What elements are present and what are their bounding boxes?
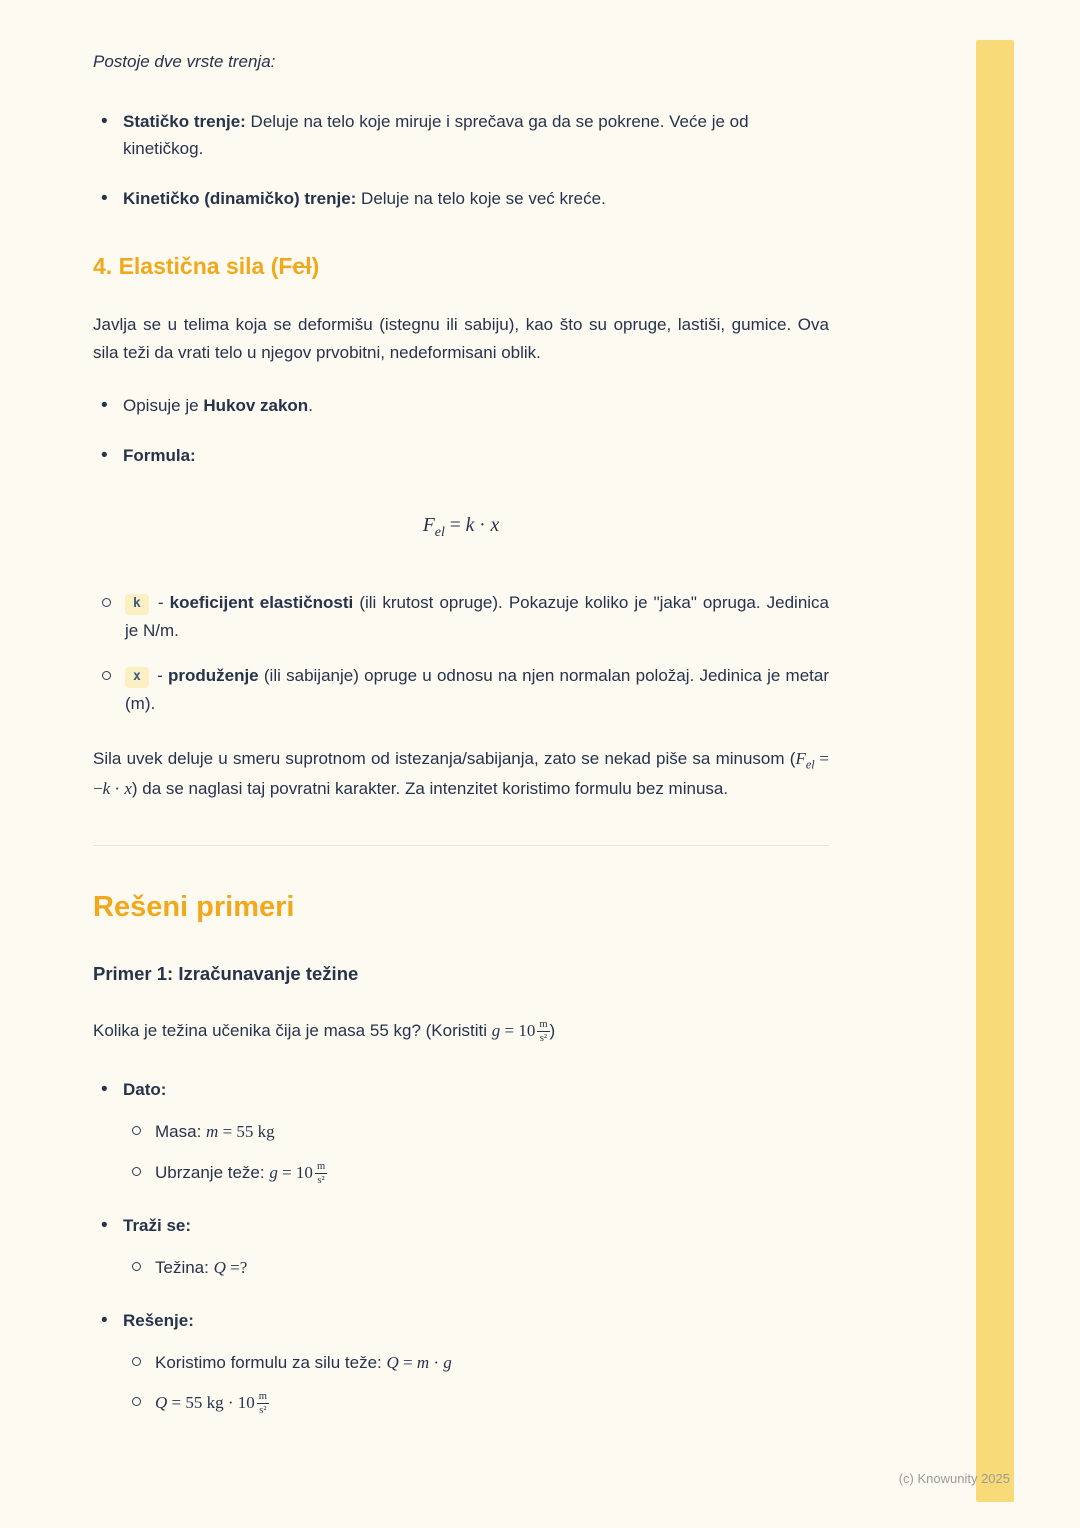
terms-list xyxy=(93,589,829,717)
code-chip: k xyxy=(125,594,149,615)
example1-question xyxy=(93,1017,829,1045)
math-value: = 55 kg · 10 xyxy=(167,1393,255,1413)
accent-stripe xyxy=(976,40,1014,1502)
math-operator: = xyxy=(444,514,466,536)
copyright-notice: (c) Knowunity 2025 xyxy=(898,1471,1010,1486)
note-content xyxy=(93,48,829,1445)
list-item xyxy=(123,442,829,470)
math-fraction xyxy=(537,1019,549,1044)
math-var: m xyxy=(206,1122,219,1141)
math-var: m xyxy=(416,1352,430,1372)
text: Koristimo formulu za silu teže: xyxy=(155,1352,387,1372)
math-operator: = xyxy=(398,1352,417,1372)
math-operator: · xyxy=(474,514,491,536)
math-operator: = − xyxy=(93,749,830,799)
math-var: g xyxy=(269,1162,278,1182)
examples-heading: Rešeni primeri xyxy=(93,891,295,923)
section-paragraph: Javlja se u telima koja se deformišu (istegnu ili sabiju), kao što su opruge, lastiši, gumice. Ova sila teži da vrati telo u njegov prvobitni, nedeformisani oblik. xyxy=(93,315,829,362)
formula-display xyxy=(93,510,829,544)
example1-structure xyxy=(93,1076,829,1416)
trazi-sublist xyxy=(123,1254,829,1282)
tezina-line xyxy=(155,1254,829,1282)
text: . xyxy=(308,396,313,416)
fraction-denominator: s² xyxy=(317,1174,325,1186)
math-var: g xyxy=(491,1020,501,1040)
math-value: =? xyxy=(225,1257,248,1277)
bold-text: Hukov zakon xyxy=(203,396,309,416)
elastic-list xyxy=(93,392,829,469)
text: Opisuje je xyxy=(123,396,204,416)
math-var: F xyxy=(795,749,806,769)
math-operator: · xyxy=(429,1352,444,1372)
heading-text: ) xyxy=(311,253,320,280)
math-value: = 55 kg xyxy=(218,1122,275,1141)
list-item xyxy=(125,662,829,717)
math-var: Q xyxy=(155,1393,168,1413)
math-operator: · xyxy=(110,779,125,799)
group-label: Dato: xyxy=(123,1080,167,1100)
text: (ili sabijanje) opruge u odnosu na njen normalan položaj. Jedinica je metar (m). xyxy=(125,666,829,713)
text: Sila uvek deluje u smeru suprotnom od istezanja/sabijanja, zato se nekad piše sa minusom ( xyxy=(93,749,796,769)
trazi-item xyxy=(123,1212,829,1281)
resenje-line-1 xyxy=(155,1349,829,1377)
dato-sublist xyxy=(123,1118,829,1186)
resenje-sublist xyxy=(123,1349,829,1417)
closing-paragraph xyxy=(93,745,829,803)
ubrzanje-line xyxy=(155,1159,829,1187)
list-item xyxy=(123,185,829,213)
text: ) xyxy=(549,1020,556,1040)
section-heading xyxy=(93,248,829,285)
section-divider xyxy=(93,845,829,846)
text: Masa: xyxy=(155,1122,207,1141)
term-label: Statičko trenje: xyxy=(123,111,246,131)
heading-struck-text: el xyxy=(292,253,312,280)
bold-text: koeficijent elastičnosti xyxy=(169,593,354,613)
math-var: k xyxy=(465,514,475,536)
masa-line xyxy=(155,1118,829,1146)
text: Težina: xyxy=(155,1257,214,1277)
text: Ubrzanje teže: xyxy=(155,1162,270,1182)
math-fraction xyxy=(315,1161,327,1186)
term-label: Kinetičko (dinamičko) trenje: xyxy=(123,188,357,208)
fraction-numerator: m xyxy=(257,1391,269,1404)
term-text: Deluje na telo koje miruje i sprečava ga da se pokrene. Veće je od kinetičkog. xyxy=(123,111,749,159)
friction-list xyxy=(93,108,829,213)
group-label: Traži se: xyxy=(123,1216,192,1236)
list-item xyxy=(123,392,829,420)
math-var: Q xyxy=(386,1352,399,1372)
resenje-item xyxy=(123,1307,829,1417)
fraction-numerator: m xyxy=(537,1019,549,1032)
fraction-numerator: m xyxy=(315,1161,327,1174)
bold-text: Formula: xyxy=(123,445,196,465)
intro-text: Postoje dve vrste trenja: xyxy=(93,52,276,71)
code-chip: x xyxy=(125,667,149,688)
math-subscript: el xyxy=(805,757,815,772)
math-var: g xyxy=(443,1352,452,1372)
math-var: x xyxy=(124,779,132,799)
term-text: Deluje na telo koje se već kreće. xyxy=(356,188,606,208)
list-item xyxy=(125,589,829,644)
example1-heading: Primer 1: Izračunavanje težine xyxy=(93,962,359,984)
text: (ili krutost opruge). Pokazuje koliko je "jaka" opruga. Jedinica je N/m. xyxy=(125,593,830,640)
text: - xyxy=(151,666,168,686)
group-label: Rešenje: xyxy=(123,1311,194,1331)
text: ) da se naglasi taj povratni karakter. Za intenzitet koristimo formulu bez minusa. xyxy=(131,779,729,799)
text: - xyxy=(151,593,170,613)
bold-text: produženje xyxy=(167,666,259,686)
text: Kolika je težina učenika čija je masa 55 kg? (Koristiti xyxy=(93,1020,492,1040)
heading-text: 4. Elastična sila (F xyxy=(93,253,293,280)
fraction-denominator: s² xyxy=(539,1033,548,1045)
dato-item xyxy=(123,1076,829,1186)
math-value: = 10 xyxy=(277,1162,313,1182)
math-operator: = 10 xyxy=(500,1020,536,1040)
list-item xyxy=(123,108,829,163)
math-var: F xyxy=(422,514,435,536)
resenje-line-2 xyxy=(155,1389,829,1417)
fraction-denominator: s² xyxy=(259,1405,267,1417)
math-var: k xyxy=(102,779,111,799)
math-subscript: el xyxy=(434,523,445,540)
math-fraction xyxy=(257,1391,269,1416)
math-var: x xyxy=(490,514,500,536)
math-var: Q xyxy=(213,1257,226,1277)
